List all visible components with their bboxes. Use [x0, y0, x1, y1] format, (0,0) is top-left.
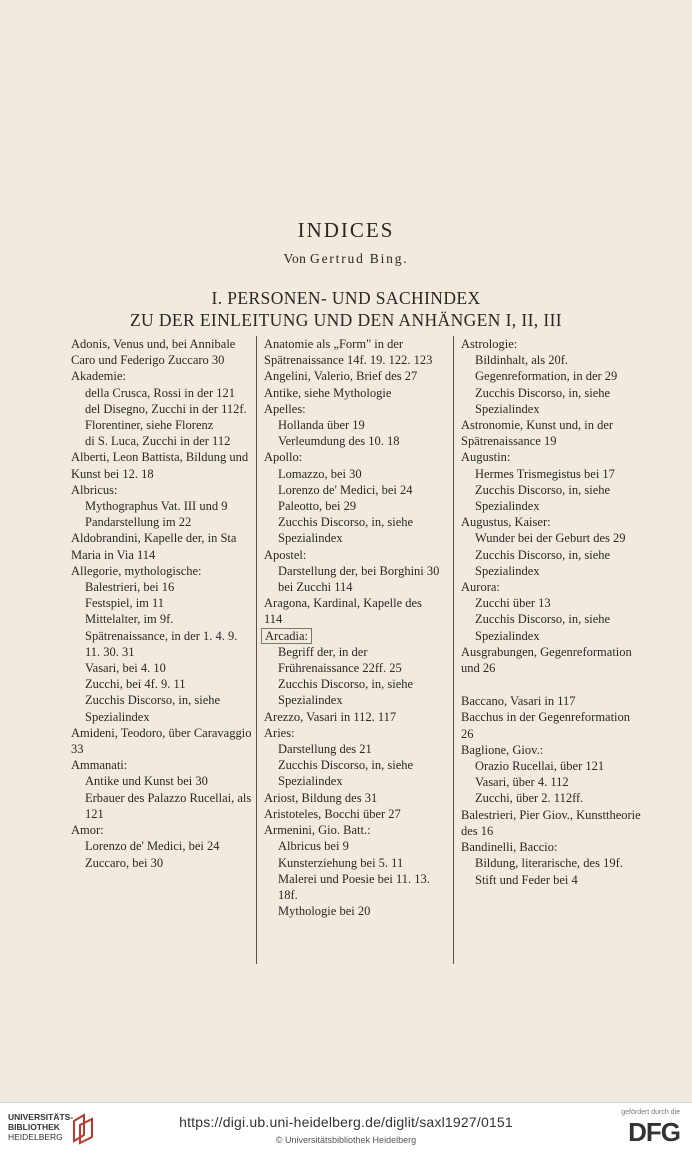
- column-divider: [256, 336, 257, 964]
- index-subentry: Zucchis Discorso, in, siehe Spezialindex: [278, 515, 414, 546]
- index-entry: Astrologie:: [461, 337, 518, 351]
- index-entry: Albricus:: [71, 482, 118, 497]
- index-subentry: Zucchis Discorso, in, siehe Spezialindex: [85, 693, 221, 724]
- section-heading: [0, 287, 692, 331]
- index-entry: Aragona, Kardinal, Kapelle des 114: [264, 596, 422, 627]
- index-subentry: Vasari, bei 4. 10: [85, 661, 166, 676]
- index-subentry: Festspiel, im 11: [85, 596, 165, 611]
- index-subentry: Zucchis Discorso, in, siehe Spezialindex: [475, 482, 611, 514]
- index-entry: Ammanati:: [71, 758, 128, 773]
- index-subentry: Spätrenaissance, in der 1. 4. 9. 11. 30. 31: [85, 628, 238, 659]
- index-subentry: Verleumdung des 10. 18: [278, 434, 400, 449]
- index-entry: Aristoteles, Bocchi über 27: [264, 806, 401, 821]
- index-subentry: Mittelalter, im 9f.: [85, 612, 174, 627]
- index-subentry: Mythographus Vat. III und 9: [85, 499, 228, 514]
- index-entry: Bacchus in der Gegenreformation 26: [461, 710, 631, 741]
- index-subentry: Balestrieri, bei 16: [85, 580, 175, 595]
- index-entry: Bandinelli, Baccio:: [461, 840, 558, 855]
- index-entry: Antike, siehe Mythologie: [264, 385, 392, 400]
- index-column-1: [71, 336, 255, 871]
- index-subentry: Bildinhalt, als 20f.: [475, 353, 569, 368]
- index-subentry: Lomazzo, bei 30: [278, 466, 362, 481]
- index-entry: Ausgrabungen, Gegenreformation und 26: [461, 644, 632, 676]
- index-entry: Aurora:: [461, 580, 500, 595]
- index-entry: [264, 628, 442, 644]
- index-subentry: Hollanda über 19: [278, 418, 365, 433]
- highlighted-term: Arcadia:: [261, 628, 312, 644]
- index-entry: Apollo:: [264, 450, 303, 465]
- index-entry: Balestrieri, Pier Giov., Kunsttheorie des 16: [461, 807, 641, 838]
- column-divider: [453, 336, 454, 964]
- index-subentry: Zucchis Discorso, in, siehe Spezialindex: [475, 547, 611, 578]
- index-subentry: Darstellung der, bei Borghini 30: [278, 563, 440, 578]
- index-entry: Allegorie, mythologische:: [71, 563, 202, 578]
- index-entry: Ariost, Bildung des 31: [264, 790, 378, 805]
- section-heading-line-1: I. PERSONEN- UND SACHINDEX: [211, 288, 481, 308]
- index-subentry: Albricus bei 9: [278, 839, 349, 854]
- index-entry: Amor:: [71, 823, 104, 838]
- index-subentry: Florentiner, siehe Florenz: [85, 418, 214, 433]
- index-subentry: del Disegno, Zucchi in der 112f.: [85, 401, 247, 416]
- index-entry: Arezzo, Vasari in 112. 117: [264, 709, 397, 724]
- index-subentry: Zucchis Discorso, in, siehe Spezialindex: [475, 612, 611, 643]
- index-subentry: Zucchis Discorso, in, siehe Spezialindex: [278, 677, 414, 708]
- index-entry: Akademie:: [71, 369, 126, 384]
- index-subentry: Begriff der, in der Frührenaissance 22ff. 25: [278, 644, 402, 676]
- index-subentry: Antike und Kunst bei 30: [85, 774, 208, 789]
- section-heading-line-2: ZU DER EINLEITUNG UND DEN ANHÄNGEN I, II, III: [129, 310, 563, 330]
- index-column-3: [461, 336, 645, 888]
- viewer-footer: [0, 1102, 692, 1153]
- index-subentry: Paleotto, bei 29: [278, 499, 357, 514]
- byline-prefix: Von: [283, 251, 307, 266]
- index-subentry: Lorenzo de' Medici, bei 24: [278, 482, 413, 497]
- index-subentry: Zucchi, über 2. 112ff.: [475, 791, 584, 806]
- index-subentry: Vasari, über 4. 112: [475, 775, 569, 790]
- index-entry: Augustus, Kaiser:: [461, 515, 551, 530]
- index-entry: Augustin:: [461, 450, 511, 465]
- index-entry: Aries:: [264, 725, 295, 740]
- index-subentry: Kunsterziehung bei 5. 11: [278, 855, 404, 870]
- index-subentry: Zucchi über 13: [475, 596, 551, 611]
- index-entry: Armenini, Gio. Batt.:: [264, 823, 371, 838]
- permalink-url[interactable]: https://digi.ub.uni-heidelberg.de/diglit/saxl1927/0151: [179, 1114, 513, 1130]
- index-entry: Apelles:: [264, 401, 306, 416]
- index-subentry: Erbauer des Palazzo Rucellai, als 121: [85, 790, 252, 821]
- index-subentry: Malerei und Poesie bei 11. 13. 18f.: [278, 871, 430, 902]
- index-subentry: Zuccaro, bei 30: [85, 855, 164, 870]
- index-subentry: Darstellung des 21: [278, 742, 372, 757]
- byline: [0, 251, 692, 267]
- index-subentry: Pandarstellung im 22: [85, 515, 192, 530]
- index-entry: Baccano, Vasari in 117: [461, 694, 576, 709]
- byline-author: Gertrud Bing.: [310, 251, 409, 266]
- page-title: INDICES: [297, 218, 395, 242]
- index-subentry: bei Zucchi 114: [278, 580, 353, 595]
- index-entry: Alberti, Leon Battista, Bildung und Kunst bei 12. 18: [71, 450, 249, 481]
- index-subentry: Zucchis Discorso, in, siehe Spezialindex: [475, 385, 611, 416]
- library-line-2: BIBLIOTHEK: [8, 1122, 60, 1132]
- library-line-1: UNIVERSITÄTS-: [8, 1112, 74, 1122]
- copyright-notice: © Universitätsbibliothek Heidelberg: [275, 1135, 417, 1145]
- library-line-3: HEIDELBERG: [8, 1132, 63, 1142]
- index-entry: Angelini, Valerio, Brief des 27: [264, 369, 418, 384]
- index-entry: Adonis, Venus und, bei Annibale Caro und Federigo Zuccaro 30: [71, 337, 236, 368]
- index-subentry: Wunder bei der Geburt des 29: [475, 531, 626, 546]
- index-entry: Astronomie, Kunst und, in der Spätrenaissance 19: [461, 418, 614, 449]
- funding-note: gefördert durch die: [621, 1109, 680, 1116]
- index-entry: Aldobrandini, Kapelle der, in Sta Maria in Via 114: [71, 531, 237, 562]
- index-subentry: di S. Luca, Zucchi in der 112: [85, 434, 231, 449]
- index-subentry: Zucchis Discorso, in, siehe Spezialindex: [278, 758, 414, 789]
- index-subentry: Zucchi, bei 4f. 9. 11: [85, 677, 186, 692]
- index-subentry: Stift und Feder bei 4: [475, 872, 578, 887]
- index-subentry: della Crusca, Rossi in der 121: [85, 385, 235, 400]
- index-subentry: Gegenreformation, in der 29: [475, 369, 618, 384]
- index-subentry: Bildung, literarische, des 19f.: [475, 856, 623, 871]
- show-through-text: [60, 60, 660, 230]
- index-subentry: Orazio Rucellai, über 121: [475, 759, 605, 774]
- index-entry: Anatomie als „Form" in der Spätrenaissance 14f. 19. 122. 123: [264, 337, 433, 368]
- index-subentry: Lorenzo de' Medici, bei 24: [85, 839, 220, 854]
- index-entry: Amideni, Teodoro, über Caravaggio 33: [71, 725, 252, 757]
- index-subentry: Hermes Trismegistus bei 17: [475, 466, 615, 481]
- index-entry: Apostel:: [264, 547, 307, 562]
- index-entry: Baglione, Giov.:: [461, 742, 544, 757]
- index-subentry: Mythologie bei 20: [278, 904, 371, 919]
- index-column-2: [264, 336, 442, 919]
- dfg-logo: DFG: [628, 1117, 680, 1147]
